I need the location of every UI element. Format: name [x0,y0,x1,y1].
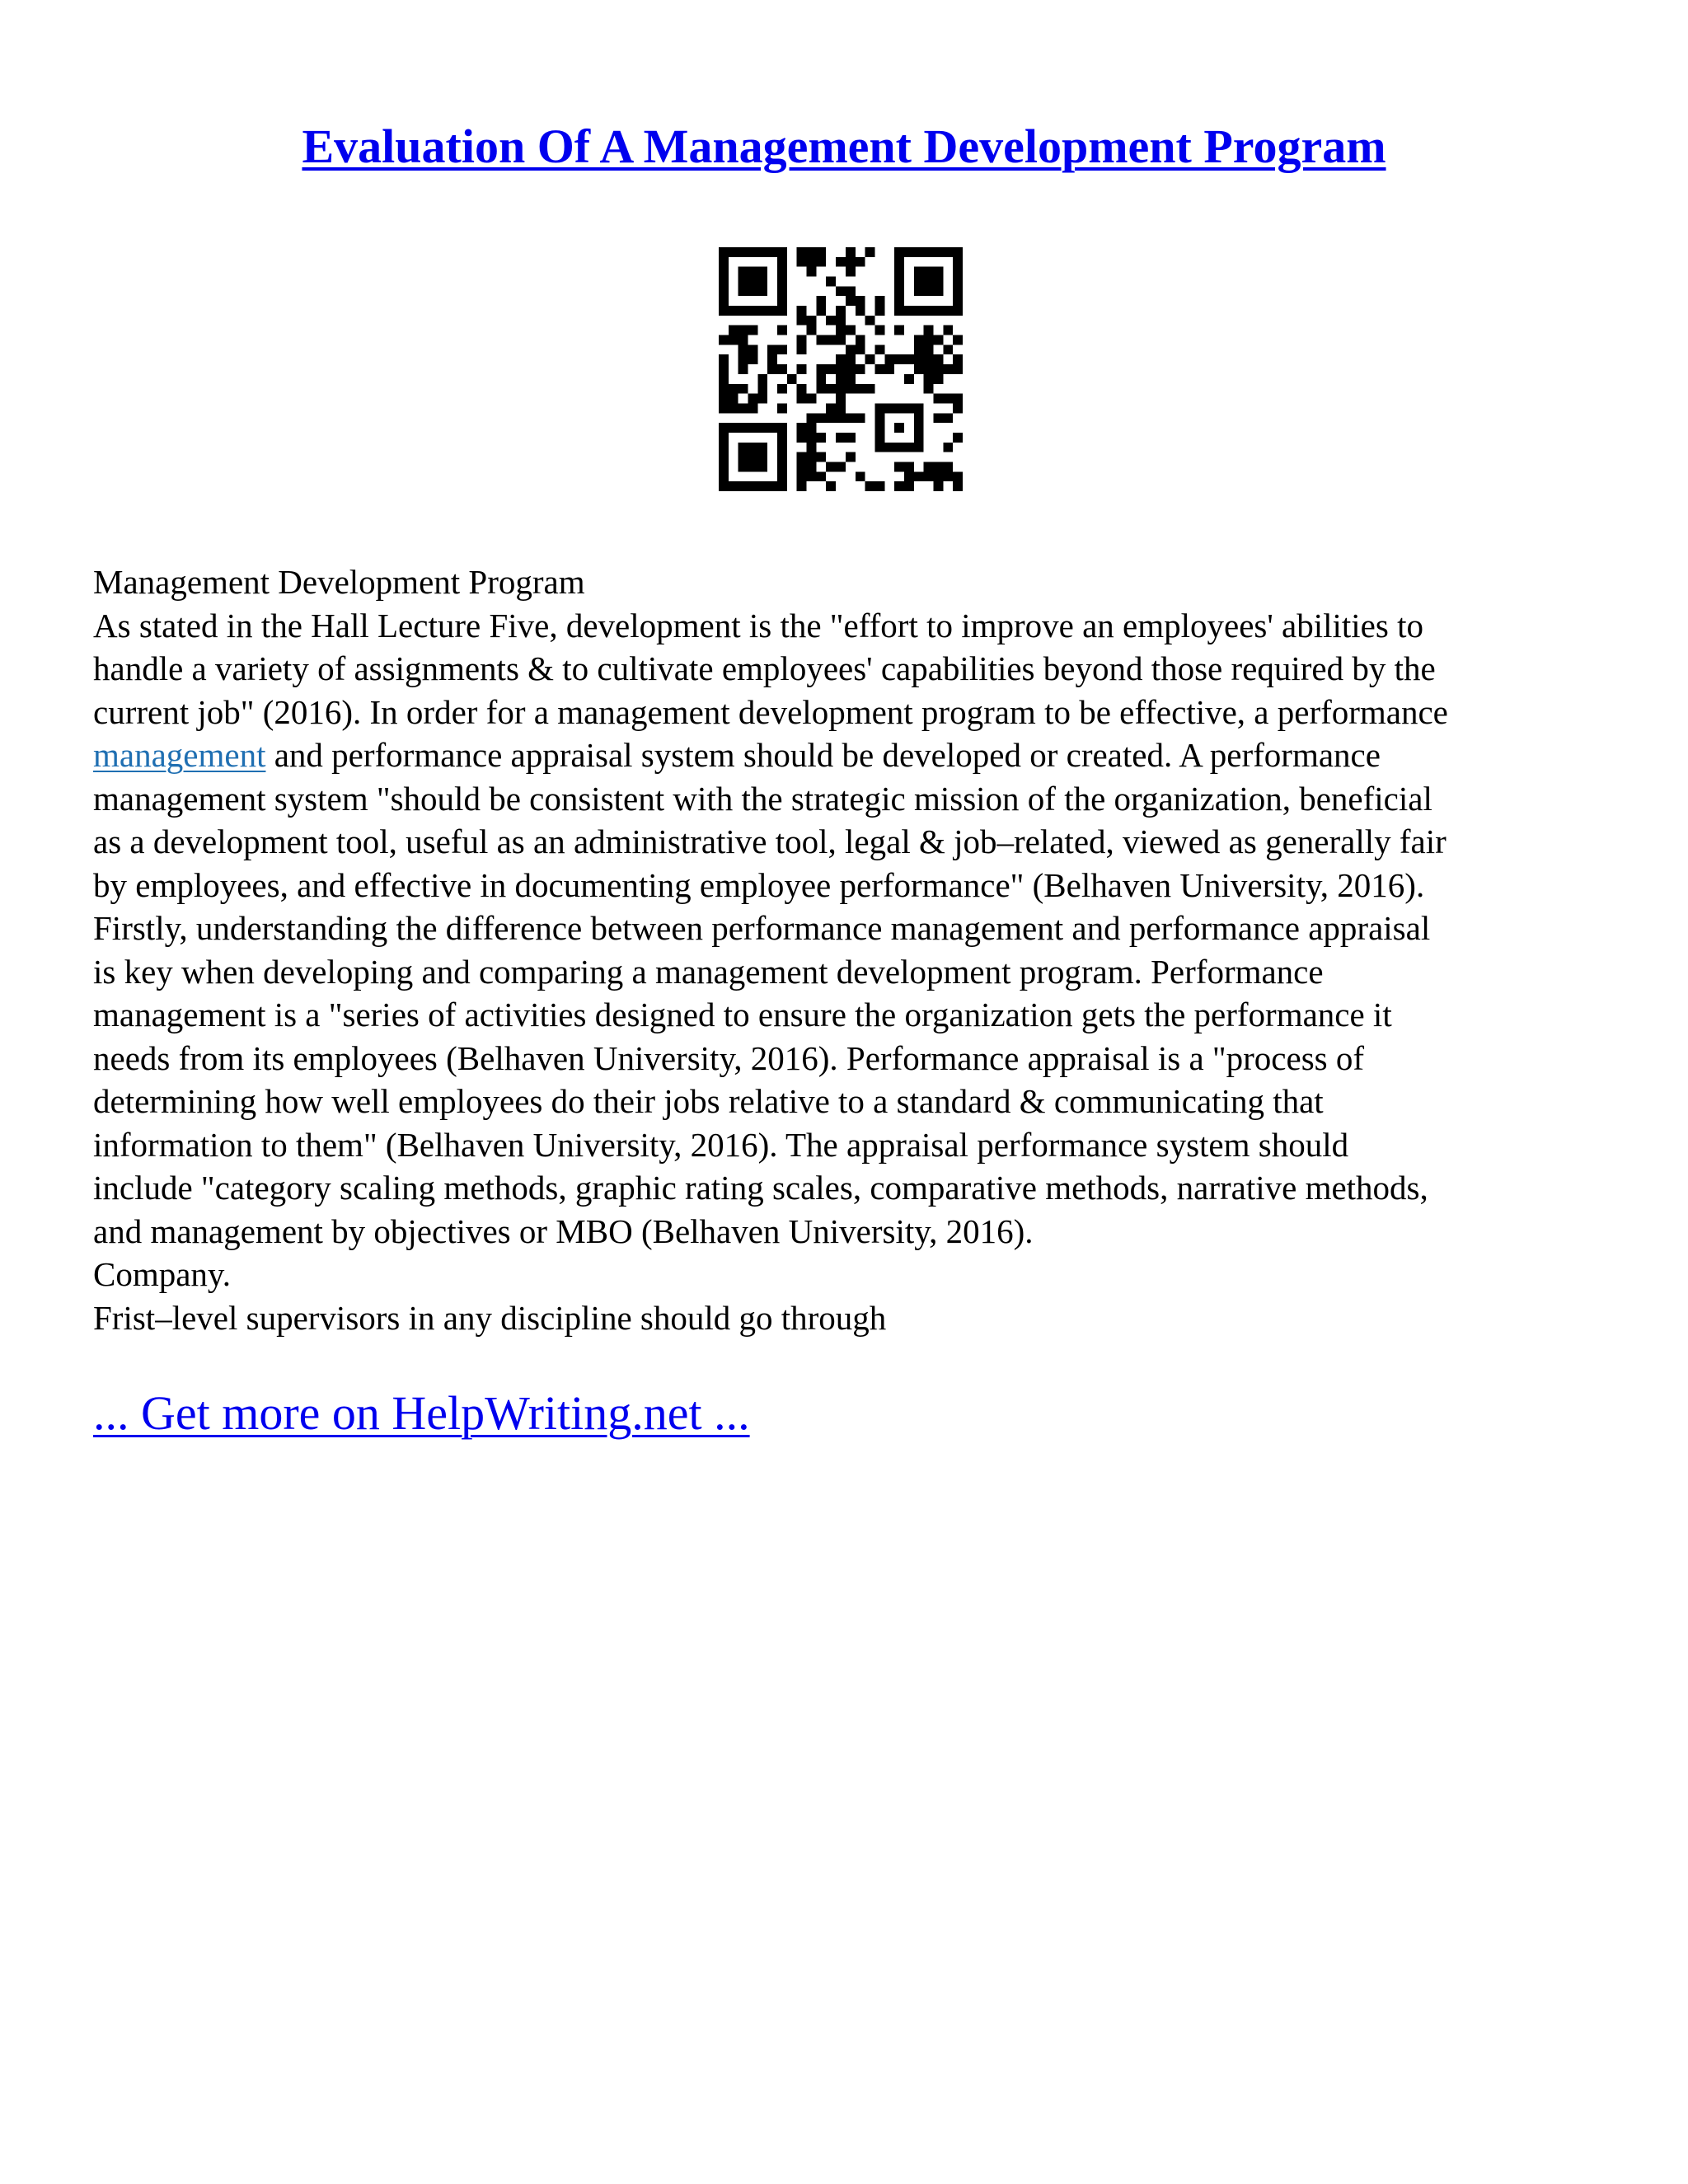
body-line: and management by objectives or MBO (Belhaven University, 2016). [93,1212,1034,1250]
body-line: by employees, and effective in documenting employee performance" (Belhaven University, 2016). [93,865,1425,904]
get-more-link[interactable]: ... Get more on HelpWriting.net ... [93,1386,750,1440]
management-link[interactable]: management [93,736,266,774]
body-line: is key when developing and comparing a management development program. Performance [93,952,1324,991]
article-body [93,560,1601,1339]
body-line-text: and performance appraisal system should be developed or created. A performance [265,736,1381,774]
body-line: include "category scaling methods, graphic rating scales, comparative methods, narrative methods, [93,1169,1428,1207]
body-line [93,733,1601,777]
body-line: information to them" (Belhaven University, 2016). The appraisal performance system should [93,1125,1349,1164]
qr-code-icon [719,247,963,491]
company-heading: Company. [93,1255,232,1293]
body-line: current job" (2016). In order for a management development program to be effective, a performance [93,692,1448,731]
body-line: Frist–level supervisors in any discipline should go through [93,1298,887,1337]
body-line: management is a "series of activities designed to ensure the organization gets the performance it [93,996,1392,1033]
title-link[interactable]: Evaluation Of A Management Development Program [302,120,1386,173]
body-line: Firstly, understanding the difference between performance management and performance appraisal [93,909,1431,947]
body-line: determining how well employees do their jobs relative to a standard & communicating that [93,1082,1324,1120]
section-heading: Management Development Program [93,563,585,601]
body-line: As stated in the Hall Lecture Five, development is the "effort to improve an employees' abilities to [93,606,1423,644]
body-line: management system "should be consistent with the strategic mission of the organization, beneficial [93,779,1432,818]
body-line: as a development tool, useful as an administrative tool, legal & job–related, viewed as generally fair [93,823,1447,860]
document-title [0,114,1688,180]
body-line: needs from its employees (Belhaven University, 2016). Performance appraisal is a "process of [93,1038,1365,1077]
body-line: handle a variety of assignments & to cultivate employees' capabilities beyond those required by the [93,649,1436,687]
